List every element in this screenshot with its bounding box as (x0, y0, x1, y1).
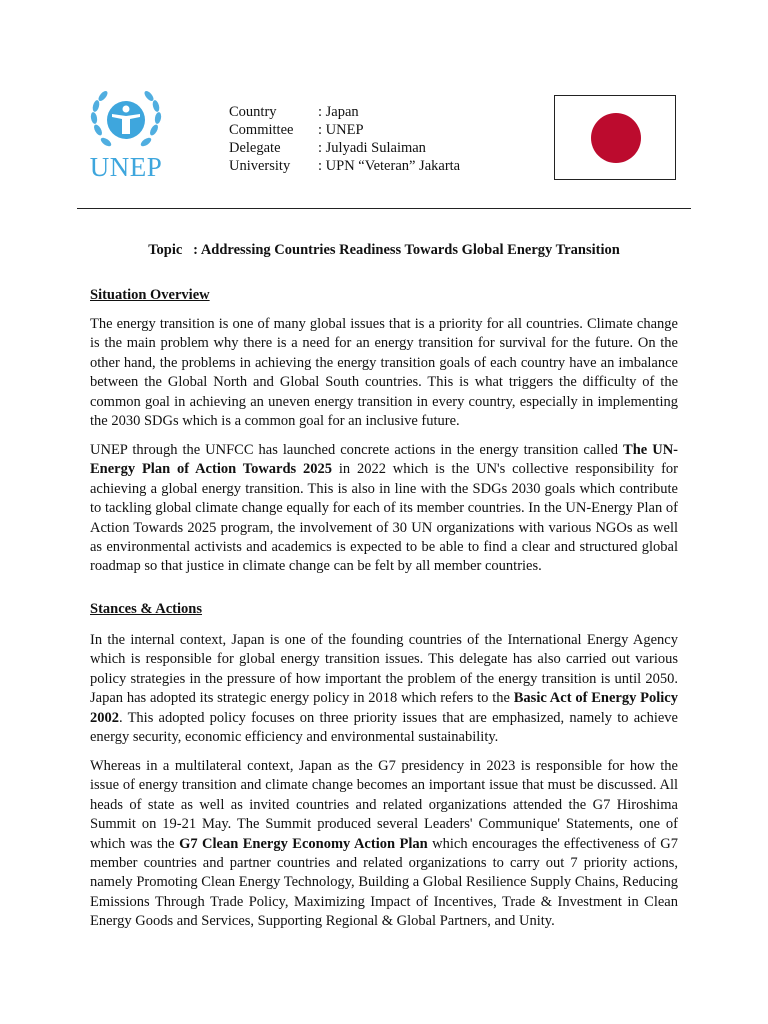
bold-phrase: The UN-Energy Plan of Action Towards 2025 (90, 442, 678, 478)
japan-flag (554, 95, 676, 180)
paragraph (90, 631, 678, 747)
header-divider (77, 208, 691, 209)
info-row-country (229, 103, 460, 121)
info-value: : Julyadi Sulaiman (318, 140, 426, 156)
flag-sun (591, 113, 641, 163)
unep-emblem-icon (86, 90, 166, 154)
text-run: UNEP through the UNFCC has launched concrete actions in the energy transition called (90, 442, 624, 458)
info-row-university (229, 157, 460, 175)
paragraph (90, 315, 678, 431)
topic-title: Topic : Addressing Countries Readiness Towards Global Energy Transition (148, 242, 620, 258)
info-row-delegate (229, 139, 460, 157)
bold-phrase: G7 Clean Energy Economy Action Plan (179, 835, 428, 852)
text-run: The energy transition is one of many global issues that is a priority for all countries. Climate change is the main problem why there is a need for an energy transition for survival for the future. On the other hand, the problems in achieving the energy transition goals of each country have an imbalance between the Global North and Global South countries. This is what triggers the difficulty of the common goal in achieving an uneven energy transition in every country, especially in implementing the 2030 SDGs which is a common goal for an inclusive future. (90, 316, 678, 430)
delegate-info (229, 103, 460, 175)
info-label: Delegate (229, 140, 281, 156)
info-value: : UPN “Veteran” Jakarta (318, 158, 461, 174)
bold-phrase: Basic Act of Energy Policy 2002 (90, 690, 678, 726)
section-heading: Situation Overview (90, 287, 210, 303)
text-run: Whereas in a multilateral context, Japan as the G7 presidency in 2023 is responsible for how the issue of energy transition and climate change becomes an important issue that must be discussed. All heads of state as well as invited countries and related organizations attended the G7 Hiroshima Summit on 19-21 May. The Summit produced several Leaders' Communique' Statements, one of which was the (90, 758, 678, 852)
info-label: University (229, 158, 291, 174)
section-heading: Stances & Actions (90, 601, 202, 617)
info-value: : Japan (318, 104, 359, 120)
text-run: . This adopted policy focuses on three priority issues that are emphasized, namely to achieve energy security, economic efficiency and environmental sustainability. (90, 709, 678, 746)
text-run: which encourages the effectiveness of G7 member countries and partner countries and related organizations to carry out 7 priority actions, namely Promoting Clean Energy Technology, Building a Global Resilience Supply Chains, Reducing Emissions Through Trade Policy, Maximizing Impact of Incentives, Trade & Investment in Clean Energy Goods and Services, Supporting Regional & Global Partners, and Unity. (90, 835, 678, 930)
unep-logo (86, 90, 166, 182)
info-row-committee (229, 121, 460, 139)
logo-text: UNEP (89, 152, 163, 182)
info-value: : UNEP (318, 122, 364, 138)
text-run: in 2022 which is the UN's collective responsibility for achieving a global energy transition. This is also in line with the SDGs 2030 goals which contribute to tackling global climate change equally for each of its member countries. In the UN-Energy Plan of Action Towards 2025 program, the involvement of 30 UN organizations with various NGOs as well as environmental activists and academics is expected to be able to find a clear and structured global roadmap so that justice in climate change can be felt by all member countries. (90, 461, 678, 575)
info-label: Committee (229, 122, 294, 138)
paragraph (90, 441, 678, 577)
text-run: In the internal context, Japan is one of the founding countries of the International Energy Agency which is responsible for global energy transition issues. This delegate has also carried out various policy strategies in the pressure of how important the problem of the energy transition is until 2050. Japan has adopted its strategic energy policy in 2018 which refers to the (90, 632, 678, 707)
paragraph (90, 757, 678, 932)
info-label: Country (229, 104, 277, 120)
